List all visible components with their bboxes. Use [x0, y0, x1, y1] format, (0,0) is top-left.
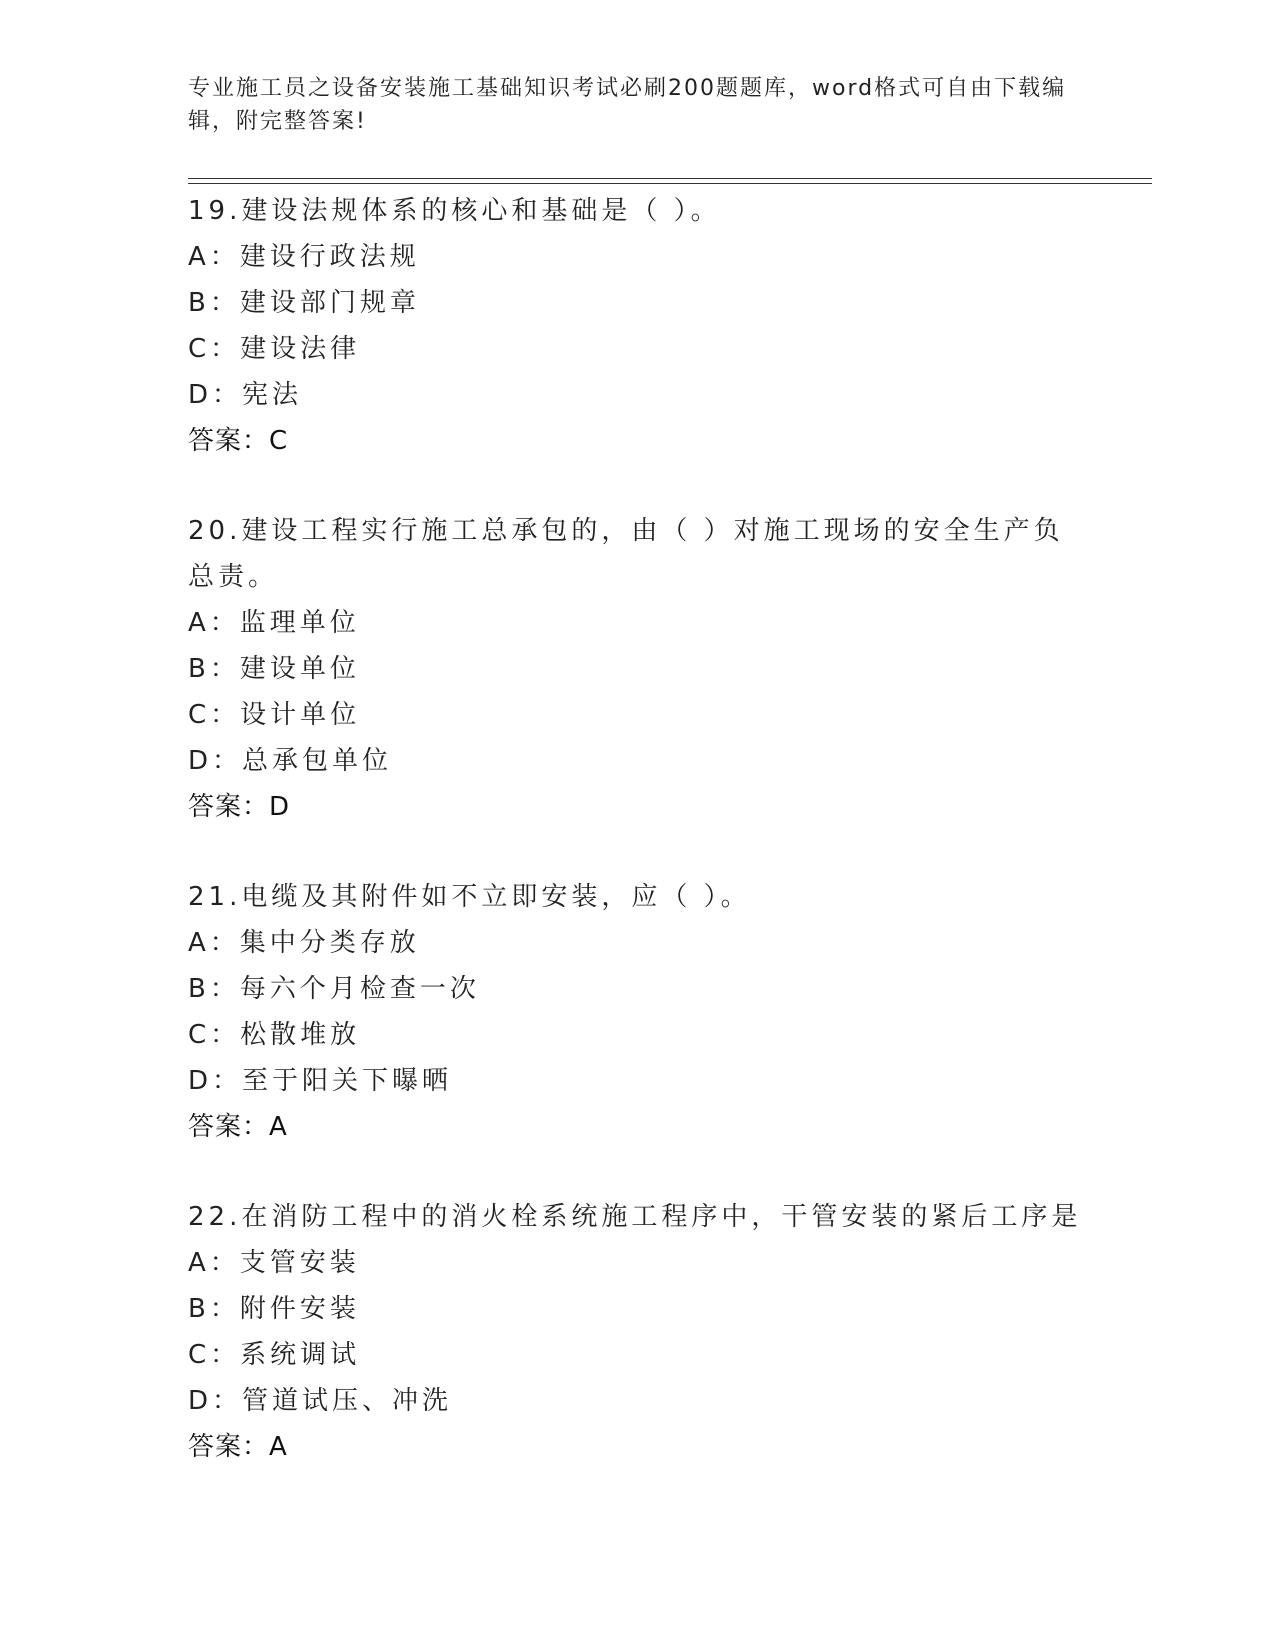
answer-label: 答案： — [188, 1112, 270, 1142]
header-divider-bottom — [188, 183, 1152, 184]
answer-value: C — [269, 426, 289, 456]
option-d: D：管道试压、冲洗 — [188, 1386, 453, 1416]
question-20 — [188, 508, 1088, 830]
answer-label: 答案： — [188, 792, 270, 822]
answer-value: D — [269, 792, 291, 822]
answer-label: 答案： — [188, 1432, 270, 1462]
header-divider-top — [188, 178, 1152, 179]
answer-value: A — [269, 1112, 288, 1142]
question-22 — [188, 1194, 1088, 1470]
question-stem: 22.在消防工程中的消火栓系统施工程序中，干管安装的紧后工序是 — [188, 1202, 1082, 1232]
option-d: D：总承包单位 — [188, 746, 393, 776]
option-c: C：建设法律 — [188, 334, 361, 364]
answer-value: A — [269, 1432, 288, 1462]
question-19 — [188, 188, 1088, 464]
option-b: B：建设部门规章 — [188, 288, 420, 318]
option-d: D：至于阳关下曝晒 — [188, 1066, 453, 1096]
document-header: 专业施工员之设备安装施工基础知识考试必刷200题题库，word格式可自由下载编辑，附完整答案! — [188, 76, 1067, 134]
answer-line — [188, 1424, 1088, 1470]
question-list — [188, 188, 1088, 1514]
option-a: A：集中分类存放 — [188, 928, 420, 958]
answer-label: 答案： — [188, 426, 270, 456]
option-c: C：系统调试 — [188, 1340, 361, 1370]
option-b: B：建设单位 — [188, 654, 360, 684]
answer-line — [188, 784, 1088, 830]
question-stem: 20.建设工程实行施工总承包的，由（ ）对施工现场的安全生产负总责。 — [188, 516, 1064, 592]
option-c: C：设计单位 — [188, 700, 361, 730]
option-b: B：每六个月检查一次 — [188, 974, 480, 1004]
option-d: D：宪法 — [188, 380, 303, 410]
option-b: B：附件安装 — [188, 1294, 360, 1324]
answer-line — [188, 1104, 1088, 1150]
answer-line — [188, 418, 1088, 464]
question-stem: 19.建设法规体系的核心和基础是（ ）。 — [188, 196, 721, 226]
question-stem: 21.电缆及其附件如不立即安装，应（ ）。 — [188, 882, 751, 912]
option-a: A：监理单位 — [188, 608, 360, 638]
question-21 — [188, 874, 1088, 1150]
option-c: C：松散堆放 — [188, 1020, 361, 1050]
option-a: A：支管安装 — [188, 1248, 360, 1278]
option-a: A：建设行政法规 — [188, 242, 420, 272]
